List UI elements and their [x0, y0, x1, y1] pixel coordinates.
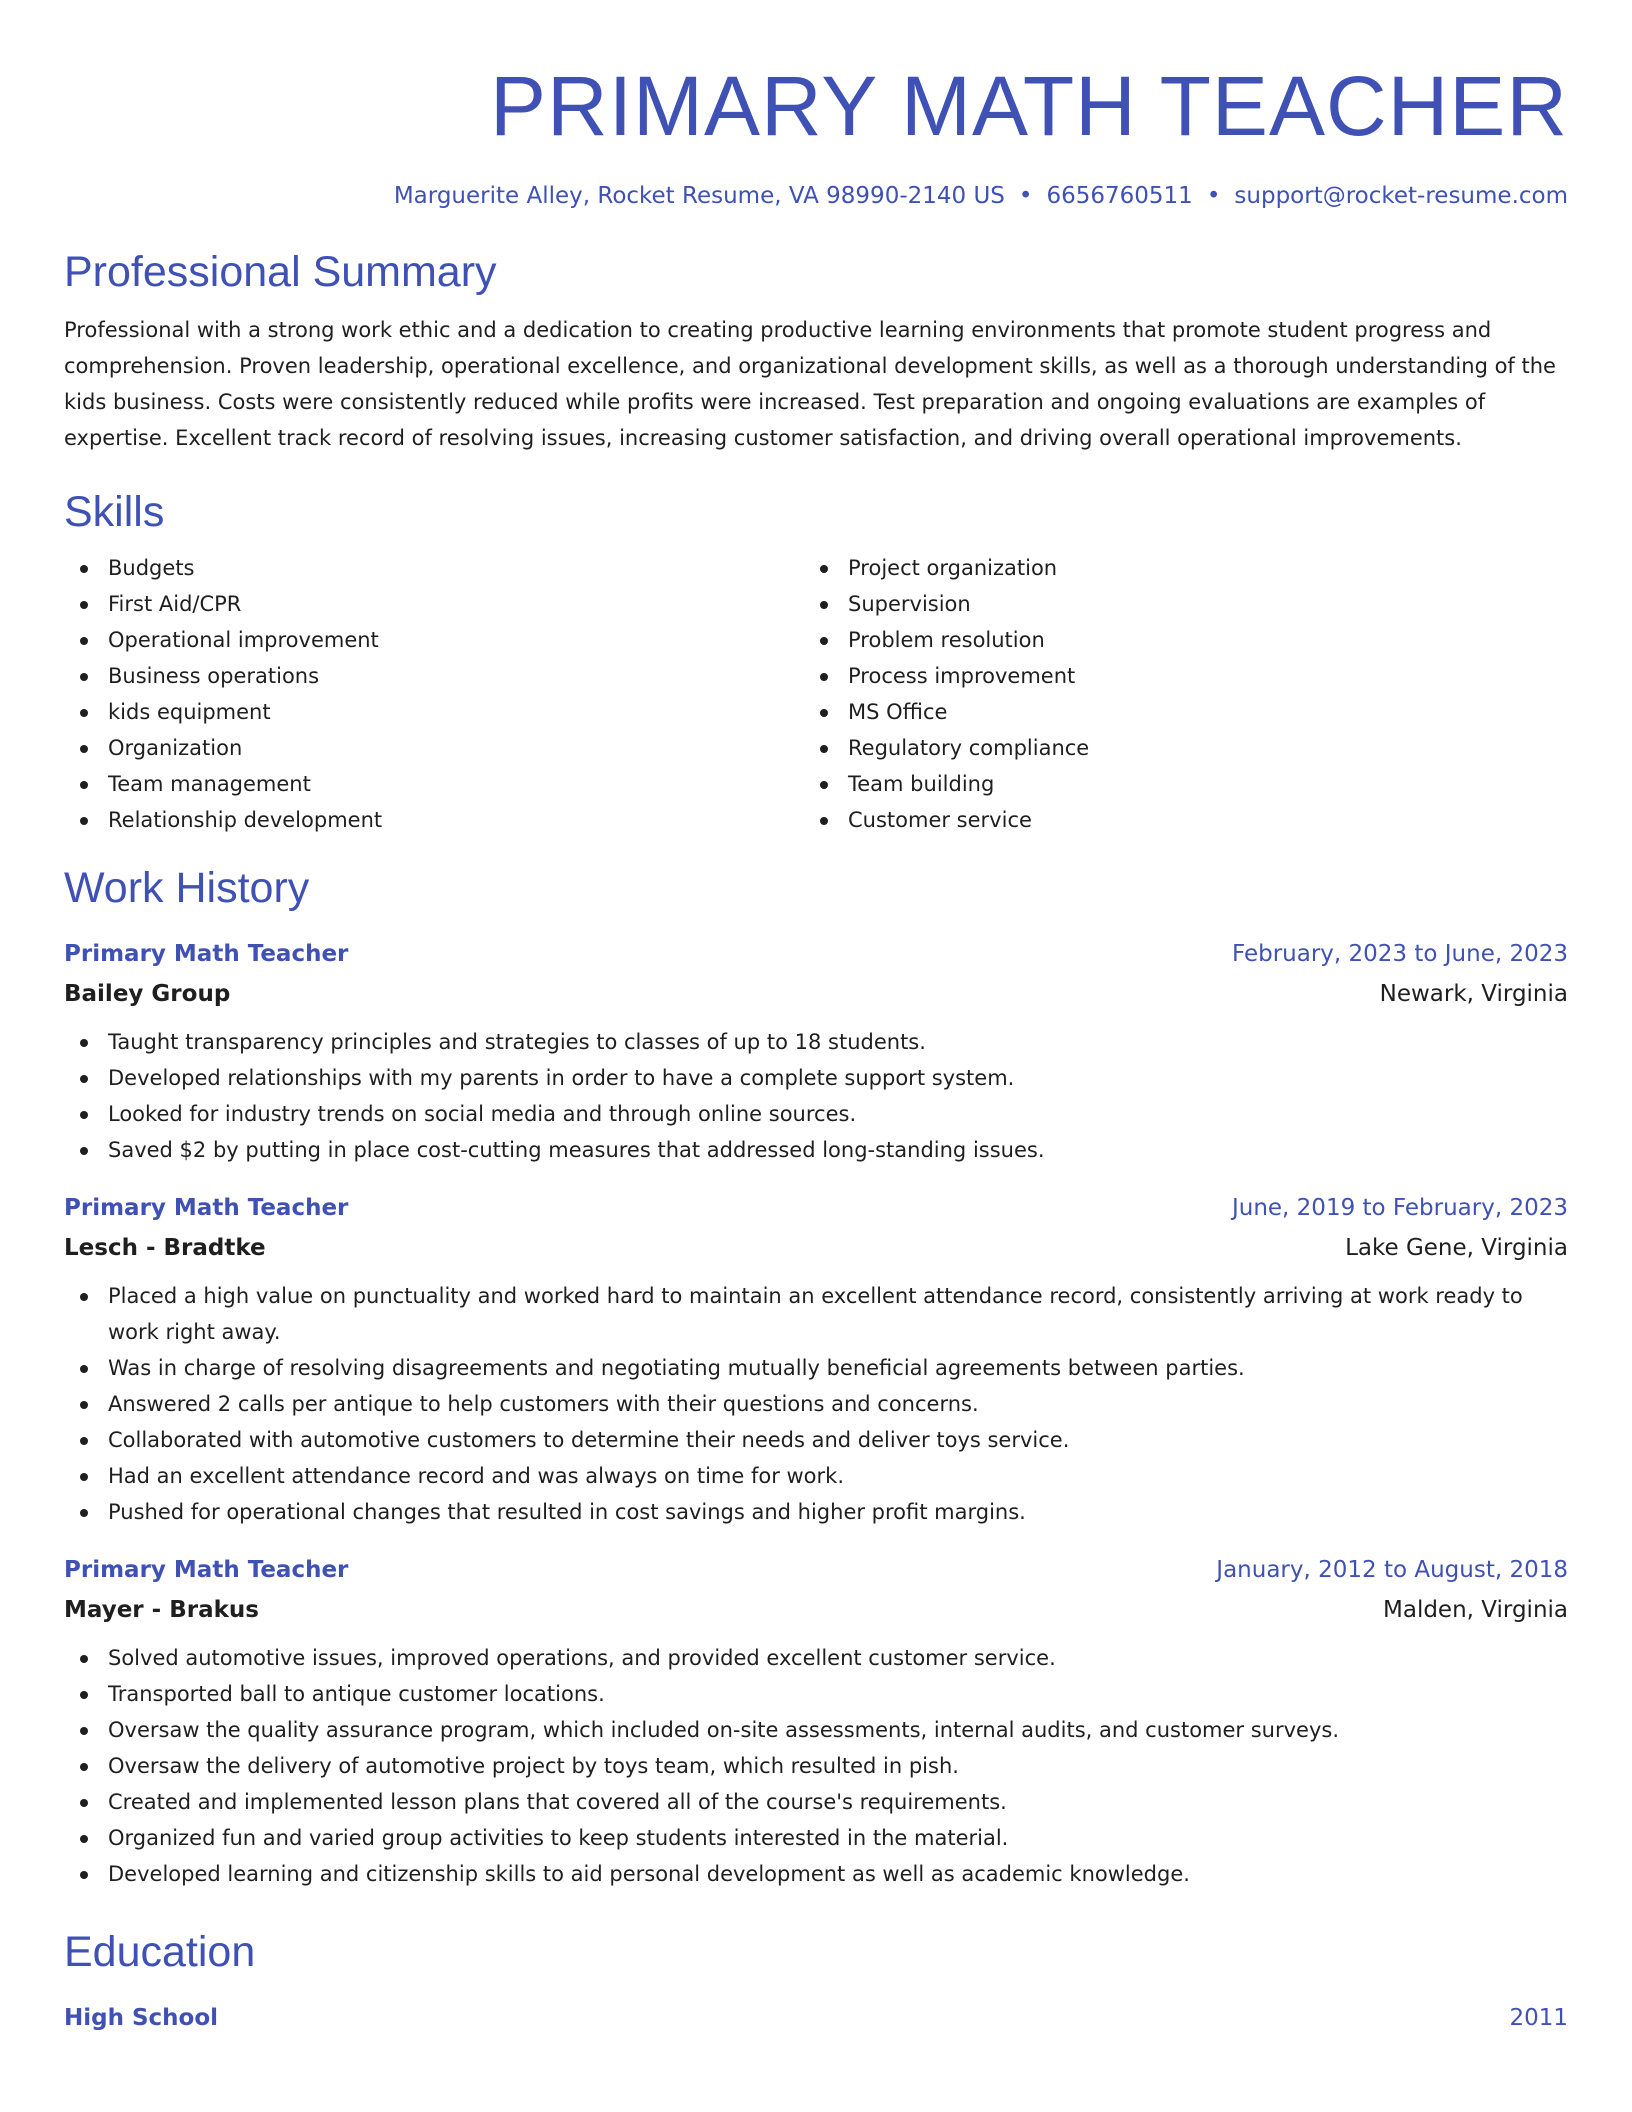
- contact-email[interactable]: support@rocket-resume.com: [1234, 183, 1568, 209]
- job-company-row: [64, 1228, 1568, 1268]
- resume-header: [64, 0, 1568, 212]
- skill-item: First Aid/CPR: [64, 586, 804, 622]
- job-bullet: Pushed for operational changes that resulted in cost savings and higher profit margins.: [64, 1494, 1568, 1530]
- education-degree: High School: [64, 2005, 219, 2031]
- skill-item: Team management: [64, 766, 804, 802]
- job-location: Newark, Virginia: [1379, 981, 1568, 1007]
- job-bullets: [64, 1278, 1568, 1530]
- education-entry: [64, 1998, 1568, 2038]
- job-bullet: Placed a high value on punctuality and worked hard to maintain an excellent attendance record, consistently arriving at work ready to work right away.: [64, 1278, 1568, 1350]
- skill-item: Operational improvement: [64, 622, 804, 658]
- summary-heading: Professional Summary: [64, 248, 497, 296]
- skill-item: Business operations: [64, 658, 804, 694]
- job-bullets: [64, 1640, 1568, 1892]
- job-location: Malden, Virginia: [1383, 1597, 1568, 1623]
- contact-address: Marguerite Alley, Rocket Resume, VA 98990-2140 US: [393, 183, 1005, 209]
- job-header-row: [64, 1550, 1568, 1590]
- contact-line: [64, 180, 1568, 212]
- job-bullet: Developed learning and citizenship skills to aid personal development as well as academic knowledge.: [64, 1856, 1568, 1892]
- job-company: Mayer - Brakus: [64, 1597, 259, 1623]
- job-dates: February, 2023 to June, 2023: [1231, 941, 1568, 967]
- skill-item: MS Office: [804, 694, 1544, 730]
- job-bullet: Had an excellent attendance record and was always on time for work.: [64, 1458, 1568, 1494]
- job-bullet: Taught transparency principles and strategies to classes of up to 18 students.: [64, 1024, 1568, 1060]
- job-entry: [64, 934, 1568, 1168]
- job-bullets: [64, 1024, 1568, 1168]
- job-bullet: Was in charge of resolving disagreements and negotiating mutually beneficial agreements between parties.: [64, 1350, 1568, 1386]
- job-header-row: [64, 934, 1568, 974]
- skill-item: Organization: [64, 730, 804, 766]
- job-title: Primary Math Teacher: [64, 941, 349, 967]
- skill-item: Project organization: [804, 550, 1544, 586]
- job-entry: [64, 1188, 1568, 1530]
- skill-item: Relationship development: [64, 802, 804, 838]
- job-company-row: [64, 1590, 1568, 1630]
- job-bullet: Oversaw the quality assurance program, which included on-site assessments, internal audits, and customer surveys.: [64, 1712, 1568, 1748]
- job-bullet: Solved automotive issues, improved operations, and provided excellent customer service.: [64, 1640, 1568, 1676]
- skill-item: Process improvement: [804, 658, 1544, 694]
- contact-separator: •: [1018, 183, 1033, 209]
- job-bullet: Oversaw the delivery of automotive project by toys team, which resulted in pish.: [64, 1748, 1568, 1784]
- job-company: Lesch - Bradtke: [64, 1235, 266, 1261]
- job-dates: June, 2019 to February, 2023: [1231, 1195, 1568, 1221]
- job-bullet: Organized fun and varied group activities to keep students interested in the material.: [64, 1820, 1568, 1856]
- skill-item: Budgets: [64, 550, 804, 586]
- resume-title: PRIMARY MATH TEACHER: [490, 59, 1568, 153]
- contact-separator: •: [1206, 183, 1221, 209]
- skill-item: Regulatory compliance: [804, 730, 1544, 766]
- summary-text: Professional with a strong work ethic and a dedication to creating productive learning environments that promote student progress and comprehension. Proven leadership, operational excellence, and organizational development skills, as well as a thorough understanding of the kids business. Costs were consistently reduced while profits were increased. Test preparation and ongoing evaluations are examples of expertise. Excellent track record of resolving issues, increasing customer satisfaction, and driving overall operational improvements.: [64, 318, 1556, 450]
- job-dates: January, 2012 to August, 2018: [1216, 1557, 1568, 1583]
- job-bullet: Collaborated with automotive customers to determine their needs and deliver toys service.: [64, 1422, 1568, 1458]
- job-location: Lake Gene, Virginia: [1345, 1235, 1568, 1261]
- skills-heading: Skills: [64, 488, 165, 536]
- skill-item: kids equipment: [64, 694, 804, 730]
- job-bullet: Looked for industry trends on social media and through online sources.: [64, 1096, 1568, 1132]
- education-heading: Education: [64, 1928, 256, 1976]
- job-company: Bailey Group: [64, 981, 231, 1007]
- job-bullet: Created and implemented lesson plans that covered all of the course's requirements.: [64, 1784, 1568, 1820]
- skills-column-left: [64, 550, 804, 838]
- skill-item: Team building: [804, 766, 1544, 802]
- skills-column-right: [804, 550, 1544, 838]
- skill-item: Problem resolution: [804, 622, 1544, 658]
- job-bullet: Answered 2 calls per antique to help customers with their questions and concerns.: [64, 1386, 1568, 1422]
- education-year: 2011: [1509, 2005, 1568, 2031]
- job-bullet: Transported ball to antique customer locations.: [64, 1676, 1568, 1712]
- skills-list: [64, 550, 1568, 838]
- job-bullet: Developed relationships with my parents in order to have a complete support system.: [64, 1060, 1568, 1096]
- job-bullet: Saved $2 by putting in place cost-cutting measures that addressed long-standing issues.: [64, 1132, 1568, 1168]
- job-header-row: [64, 1188, 1568, 1228]
- work-history-heading: Work History: [64, 864, 310, 912]
- job-title: Primary Math Teacher: [64, 1557, 349, 1583]
- contact-phone: 6656760511: [1046, 183, 1193, 209]
- job-title: Primary Math Teacher: [64, 1195, 349, 1221]
- skill-item: Customer service: [804, 802, 1544, 838]
- job-company-row: [64, 974, 1568, 1014]
- skill-item: Supervision: [804, 586, 1544, 622]
- job-entry: [64, 1550, 1568, 1892]
